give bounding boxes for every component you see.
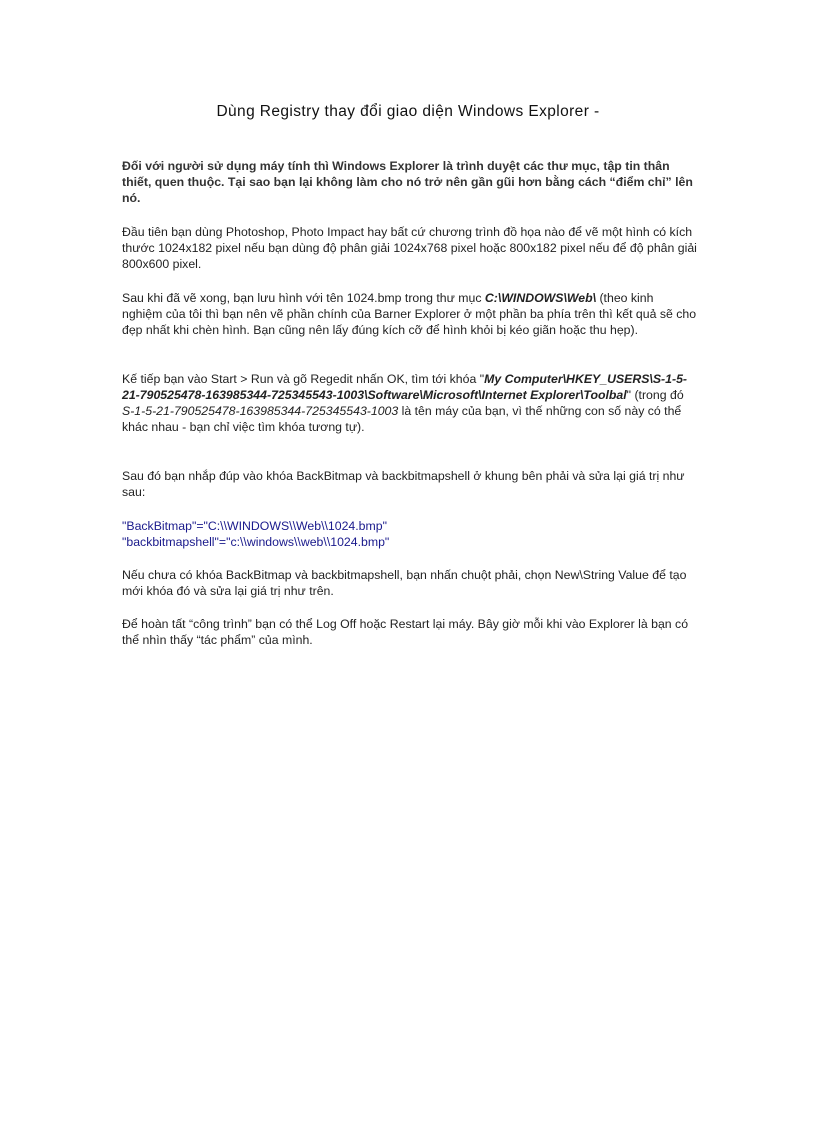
step6-paragraph: Để hoàn tất “công trình” bạn có thể Log Off hoặc Restart lại máy. Bây giờ mỗi khi vào Explorer là bạn có thể nhìn thấy “tác phẩm” của mình. xyxy=(122,617,689,647)
step3-paragraph xyxy=(122,371,697,435)
document-title: Dùng Registry thay đổi giao diện Windows Explorer - xyxy=(216,103,600,120)
step2-text-after: (theo kinh nghiệm của tôi thì bạn nên vẽ phần chính của Barner Explorer ở một phần ba phía trên thì kết quả sẽ cho đẹp nhất khi chèn hình. Bạn cũng nên lấy đúng kích cỡ để hình khỏi bị kéo giãn hoặc thu hẹp). xyxy=(122,291,697,337)
step2-text-before: Sau khi đã vẽ xong, bạn lưu hình với tên 1024.bmp trong thư mục xyxy=(122,291,485,305)
registry-key-path: My Computer\HKEY_USERS\S-1-5-21-790525478-163985344-725345543-1003\Software\Microsoft\Internet Explorer\Toolbal xyxy=(122,372,688,402)
step5-paragraph: Nếu chưa có khóa BackBitmap và backbitmapshell, bạn nhấn chuột phải, chọn New\String Value để tạo mới khóa đó và sửa lại giá trị như trên. xyxy=(122,568,687,598)
intro-paragraph: Đối với người sử dụng máy tính thì Windows Explorer là trình duyệt các thư mục, tập tin thân thiết, quen thuộc. Tại sao bạn lại không làm cho nó trở nên gần gũi hơn bằng cách “điểm chỉ” lên nó. xyxy=(122,159,693,205)
step4-paragraph: Sau đó bạn nhắp đúp vào khóa BackBitmap và backbitmapshell ở khung bên phải và sửa lại giá trị như sau: xyxy=(122,469,685,499)
step2-paragraph xyxy=(122,290,697,338)
sid-value: S-1-5-21-790525478-163985344-725345543-1003 xyxy=(122,404,399,418)
step3-text-middle: " (trong đó xyxy=(626,388,684,402)
code-line-backbitmapshell: "backbitmapshell"="c:\\windows\\web\\1024.bmp" xyxy=(122,535,390,549)
code-line-backbitmap: "BackBitmap"="C:\\WINDOWS\\Web\\1024.bmp" xyxy=(122,519,387,533)
step3-text-after: là tên máy của bạn, vì thế những con số này có thể khác nhau - bạn chỉ việc tìm khóa tương tự). xyxy=(122,404,682,434)
step3-text-before: Kế tiếp bạn vào Start > Run và gõ Regedit nhấn OK, tìm tới khóa " xyxy=(122,372,485,386)
step1-paragraph: Đầu tiên bạn dùng Photoshop, Photo Impact hay bất cứ chương trình đồ họa nào để vẽ một hình có kích thước 1024x182 pixel nếu bạn dùng độ phân giải 1024x768 pixel hoặc 800x182 pixel nếu để độ phân giải 800x600 pixel. xyxy=(122,225,697,271)
windows-web-path: C:\WINDOWS\Web\ xyxy=(484,291,597,305)
